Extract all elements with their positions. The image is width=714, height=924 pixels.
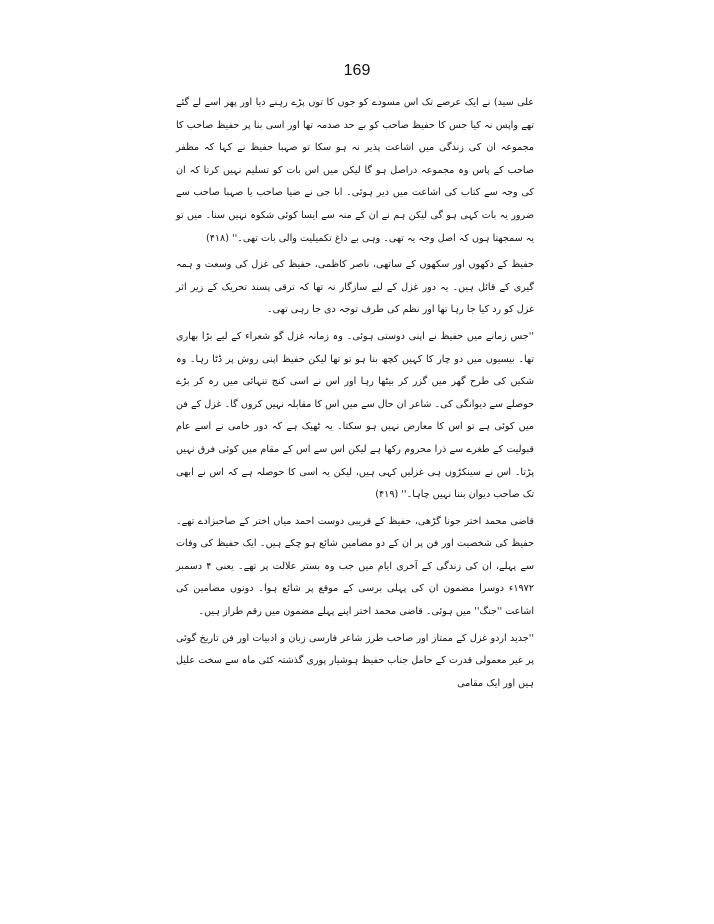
paragraph-3: ''جس زمانے میں حفیظ نے اپنی دوستی ہوئی۔ وہ زمانہ غزل گو شعراء کے لیے بڑا بھاری تھا۔ بیسیوں میں دو چار کا کہیں کچھ بنا ہو تو تھا لیکن حفیظ اپنی روش پر ڈٹا رہا۔ وہ شکیں کی طرح گھر میں گزر کر بیٹھا رہا اور اس نے اسی کنج تنہائی میں رہ کر بڑے حوصلے سے دیوانگی کی۔ شاعر ان حال سے میں اس کا مقابلہ نہیں کروں گا۔ غزل کے فن میں کوئی ہے تو اس کا معارض نہیں ہو سکتا۔ یہ ٹھیک ہے کہ دور خامی نے اسے عام قبولیت کے طغرے سے ذرا محروم رکھا ہے لیکن اس سے اس کے مقام میں کوئی فرق نہیں پڑتا۔ اس نے سینکڑوں ہی غزلیں کہی ہیں، لیکن یہ اسی کا حوصلہ ہے کہ اس نے ابھی تک صاحب دیوان بننا نہیں چاہا۔'' (۴۱۹)	[176, 330, 534, 501]
paragraph-5: ''جدید اردو غزل کے ممتاز اور صاحب طرز شاعر فارسی زبان و ادبیات اور فن تاریخ گوئی پر غیر معمولی قدرت کے حامل جناب حفیظ ہوشیار پوری گذشتہ کئی ماہ سے سخت علیل ہیں اور ایک مقامی	[176, 632, 534, 689]
body-text	[176, 92, 534, 699]
paragraph-4: قاضی محمد اختر جونا گڑھی، حفیظ کے قریبی دوست احمد میاں اختر کے صاحبزادے تھے۔ حفیظ کی شخصیت اور فن پر ان کے دو مضامین شائع ہو چکے ہیں۔ ایک حفیظ کی وفات سے پہلے، ان کی زندگی کے آخری ایام میں جب وہ بستر علالت پر تھے۔ یعنی ۴ دسمبر ۱۹۷۲ء دوسرا مضمون ان کی پہلی برسی کے موقع پر شائع ہوا۔ دونوں مضامین کی اشاعت ''جنگ'' میں ہوئی۔ قاضی محمد اختر اپنے پہلے مضمون میں رقم طراز ہیں۔	[176, 515, 534, 618]
paragraph-2: حفیظ کے دکھوں اور سکھوں کے ساتھی، ناصر کاظمی، حفیظ کی غزل کی وسعت و ہمہ گیری کے قائل ہیں۔ یہ دور غزل کے لیے سازگار نہ تھا کہ ترقی پسند تحریک کے زیر اثر غزل کو رد کیا جا رہا تھا اور نظم کی طرف توجہ دی جا رہی تھی۔	[176, 259, 534, 316]
page-number: 169	[343, 62, 371, 79]
paragraph-1: علی سید) نے ایک عرصے تک اس مسودے کو جوں کا توں پڑے رہنے دیا اور پھر اسے لے گئے تھے واپس نہ کیا جس کا حفیظ صاحب کو بے حد صدمہ تھا اور اسی بنا پر حفیظ صاحب کا مجموعہ ان کی زندگی میں اشاعت پذیر نہ ہو سکا تو صہبا حفیظ نے کہا کہ مظفر صاحب کے پاس وہ مجموعہ دراصل ہو گا لیکن میں اس بات کو تسلیم نہیں کرتا کہ ان کی وجہ سے کتاب کی اشاعت میں دیر ہوئی۔ ابا جی نے ضیا صاحب یا صہبا صاحب سے ضرور یہ بات کہی ہو گی لیکن ہم نے ان کے منہ سے ایسا کوئی شکوہ نہیں سنا۔ میں تو یہ سمجھتا ہوں کہ اصل وجہ یہ تھی۔ وہی بے داغ تکمیلیت والی بات تھی۔'' (۴۱۸)	[176, 97, 534, 244]
